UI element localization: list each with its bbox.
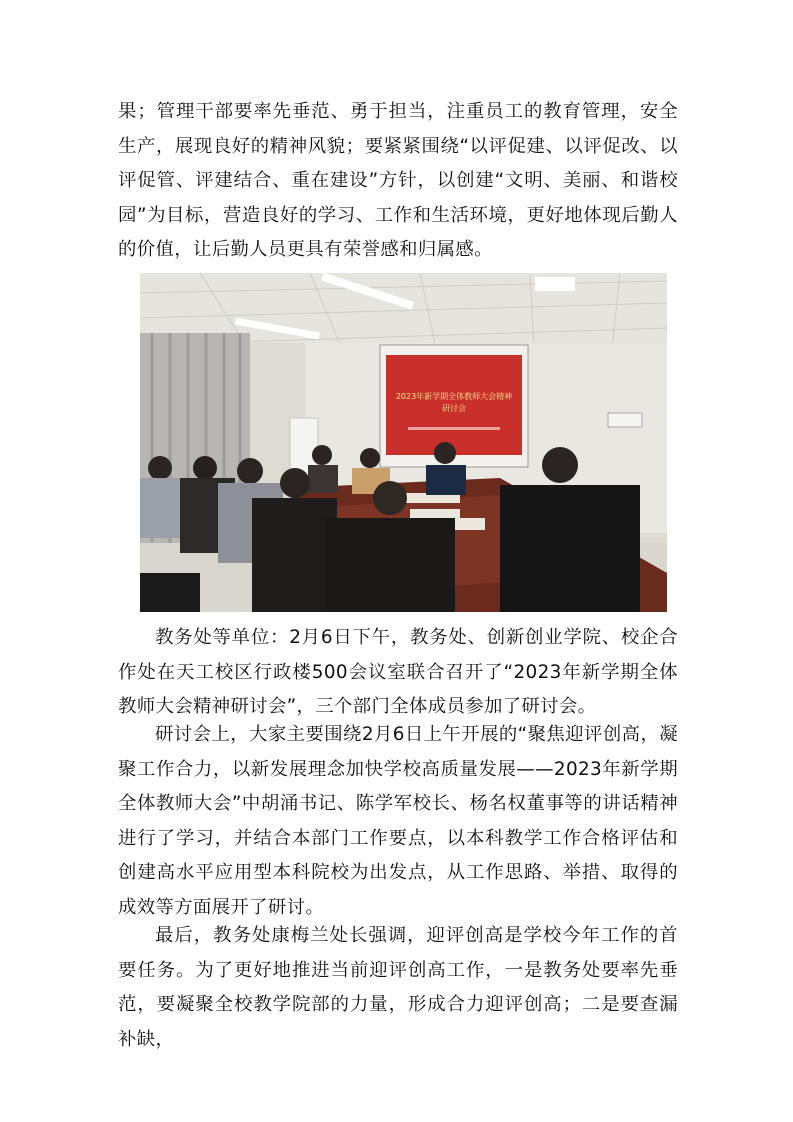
paragraph-conclusion: 最后，教务处康梅兰处长强调，迎评创高是学校今年工作的首要任务。为了更好地推进当前迎评创高工作，一是教务处要率先垂范，要凝聚全校教学院部的力量，形成合力迎评创高；二是要查漏补缺， [118, 925, 678, 1050]
paragraph-meeting-summary: 教务处等单位：2月6日下午，教务处、创新创业学院、校企合作处在天工校区行政楼500会议室联合召开了“2023年新学期全体教师大会精神研讨会”，三个部门全体成员参加了研讨会。 [118, 627, 678, 717]
paragraph-discussion: 研讨会上，大家主要围绕2月6日上午开展的“聚焦迎评创高，凝聚工作合力，以新发展理念加快学校高质量发展——2023年新学期全体教师大会”中胡涌书记、陈学军校长、杨名权董事等的讲话精神进行了学习，并结合本部门工作要点，以本科教学工作合格评估和创建高水平应用型本科院校为出发点，从工作思路、举措、取得的成效等方面展开了研讨。 [118, 724, 678, 918]
screen-title-line1: 2023年新学期全体教师大会精神 [395, 392, 513, 401]
paragraph-intro: 果；管理干部要率先垂范、勇于担当，注重员工的教育管理，安全生产，展现良好的精神风貌；要紧紧围绕“以评促建、以评促改、以评促管、评建结合、重在建设”方针，以创建“文明、美丽、和谐校园”为目标，营造良好的学习、工作和生活环境，更好地体现后勤人的价值，让后勤人员更具有荣誉感和归属感。 [118, 101, 678, 260]
screen-title-line2: 研讨会 [442, 404, 466, 413]
meeting-photo [140, 273, 667, 612]
